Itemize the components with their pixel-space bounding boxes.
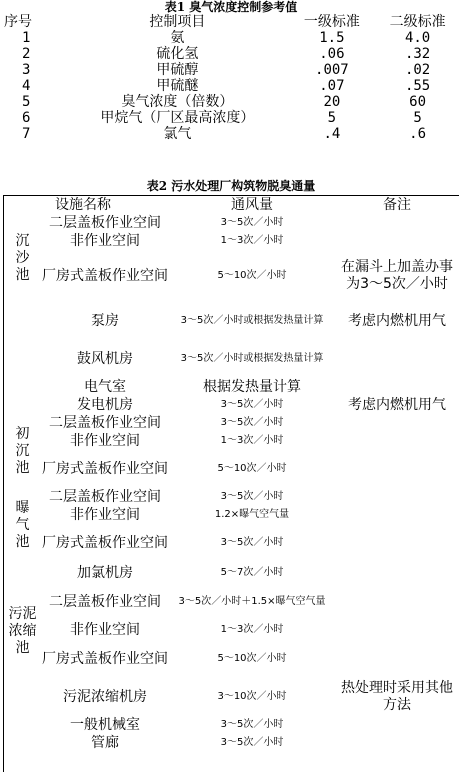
row-index: 5 [22,94,31,110]
facility-name: 加氯机房 [77,564,133,581]
ventilation-rate: 1.2×曝气空气量 [214,509,290,520]
remark: 热处理时采用其他方法 [341,680,453,713]
ventilation-rate: 3～5次／小时或根据发热量计算 [180,315,324,326]
remark: 考虑内燃机用气 [348,396,446,413]
table-row [4,734,459,752]
row-index: 6 [22,110,31,126]
row-item: 硫化氢 [156,46,199,62]
table-row [4,46,460,62]
group-label: 污泥 浓缩 池 [8,605,37,656]
table-row [4,250,459,302]
header-item: 控制项目 [149,14,206,30]
ventilation-rate: 3～5次／小时 [220,399,284,410]
ventilation-rate: 5～10次／小时 [217,270,287,281]
table-row [4,396,459,414]
facility-name: 一般机械室 [70,716,140,733]
table1-header-row [4,14,460,30]
facility-name: 二层盖板作业空间 [49,488,161,505]
table-row [4,524,459,562]
table-row [4,584,459,620]
row-index: 4 [22,78,31,94]
ventilation-rate: 3～5次／小时 [220,537,284,548]
table-row [4,678,459,716]
row-level2: .6 [409,126,427,142]
odor-standards-table [4,14,460,142]
row-item: 臭气浓度（倍数） [121,94,234,110]
table-row [4,716,459,734]
row-level1: .007 [315,62,349,78]
facility-name: 厂房式盖板作业空间 [42,534,168,551]
table-row [4,414,459,432]
table-row [4,232,459,250]
facility-name: 非作业空间 [70,232,140,249]
facility-name: 非作业空间 [70,432,140,449]
row-item: 甲烷气（厂区最高浓度） [100,110,255,126]
header-ventilation: 通风量 [231,196,273,213]
facility-name: 厂房式盖板作业空间 [42,460,168,477]
row-level1: 20 [323,94,341,110]
table-row [4,302,459,340]
table-row [4,78,460,94]
row-level1: .06 [319,46,345,62]
group-label: 曝 气 池 [15,499,30,550]
facility-name: 电气室 [84,378,126,395]
group-label: 初 沉 池 [15,425,30,476]
table-row [4,432,459,450]
row-index: 1 [22,30,31,46]
row-item: 氯气 [163,126,192,142]
facility-name: 鼓风机房 [77,350,133,367]
ventilation-rate: 3～5次／小时 [220,491,284,502]
ventilation-rate: 3～10次／小时 [217,691,287,702]
facility-name: 二层盖板作业空间 [49,214,161,231]
table-row [4,110,460,126]
table2-header-row [4,196,459,214]
facility-name: 污泥浓缩机房 [63,688,147,705]
ventilation-rate: 根据发热量计算 [203,378,301,395]
remark: 在漏斗上加盖办事为3～5次／小时 [341,259,453,292]
facility-name: 泵房 [91,312,119,329]
row-level1: 5 [327,110,337,126]
ventilation-rate: 1～3次／小时 [220,235,284,246]
table-row [4,94,460,110]
row-item: 氨 [170,30,185,46]
table-row [4,450,459,488]
table-row [4,62,460,78]
facility-name: 非作业空间 [70,506,140,523]
row-level2: 60 [409,94,427,110]
row-level2: .55 [404,78,431,94]
facility-name: 非作业空间 [70,621,140,638]
ventilation-rate: 5～10次／小时 [217,653,287,664]
table-row [4,30,460,46]
ventilation-rate: 5～7次／小时 [220,567,284,578]
row-level2: 5 [413,110,422,126]
table2-caption: 表2 污水处理厂构筑物脱臭通量 [146,179,316,193]
table-row [4,620,459,640]
ventilation-rate: 3～5次／小时 [220,719,284,730]
remark: 考虑内燃机用气 [348,312,446,329]
row-item: 甲硫醚 [156,78,199,94]
table-row [4,378,459,396]
header-remarks: 备注 [383,196,411,213]
table-row [4,126,460,142]
row-level1: .07 [319,78,345,94]
table-row [4,506,459,524]
header-index: 序号 [4,14,32,30]
facility-name: 厂房式盖板作业空间 [42,267,168,284]
header-level1: 一级标准 [303,14,360,30]
facility-name: 二层盖板作业空间 [49,593,161,610]
ventilation-rate: 3～5次／小时 [220,417,284,428]
ventilation-rate: 3～5次／小时 [220,737,284,748]
deodorization-flux-table [4,196,459,752]
header-facility: 设施名称 [55,196,111,213]
row-level2: .02 [404,62,431,78]
facility-name: 发电机房 [77,396,133,413]
ventilation-rate: 1～3次／小时 [220,624,284,635]
table-row [4,214,459,232]
table-row [4,488,459,506]
row-level1: 1.5 [319,30,345,46]
ventilation-rate: 1～3次／小时 [220,435,284,446]
row-item: 甲硫醇 [156,62,199,78]
ventilation-rate: 3～5次／小时＋1.5×曝气空气量 [178,596,326,607]
row-index: 7 [22,126,31,142]
row-index: 2 [22,46,31,62]
table-row [4,562,459,584]
facility-name: 厂房式盖板作业空间 [42,650,168,667]
row-index: 3 [22,62,31,78]
row-level2: 4.0 [404,30,431,46]
row-level2: .32 [404,46,431,62]
table1-caption: 表1 臭气浓度控制参考值 [164,0,298,14]
group-label: 沉 沙 池 [15,232,30,283]
row-level1: .4 [323,126,341,142]
facility-name: 二层盖板作业空间 [49,414,161,431]
ventilation-rate: 3～5次／小时 [220,217,284,228]
ventilation-rate: 3～5次／小时或根据发热量计算 [180,353,324,364]
table-row [4,640,459,678]
header-level2: 二级标准 [389,14,446,30]
ventilation-rate: 5～10次／小时 [217,463,287,474]
deodorization-table-frame [3,195,459,772]
table-row [4,340,459,378]
facility-name: 管廊 [91,734,119,751]
